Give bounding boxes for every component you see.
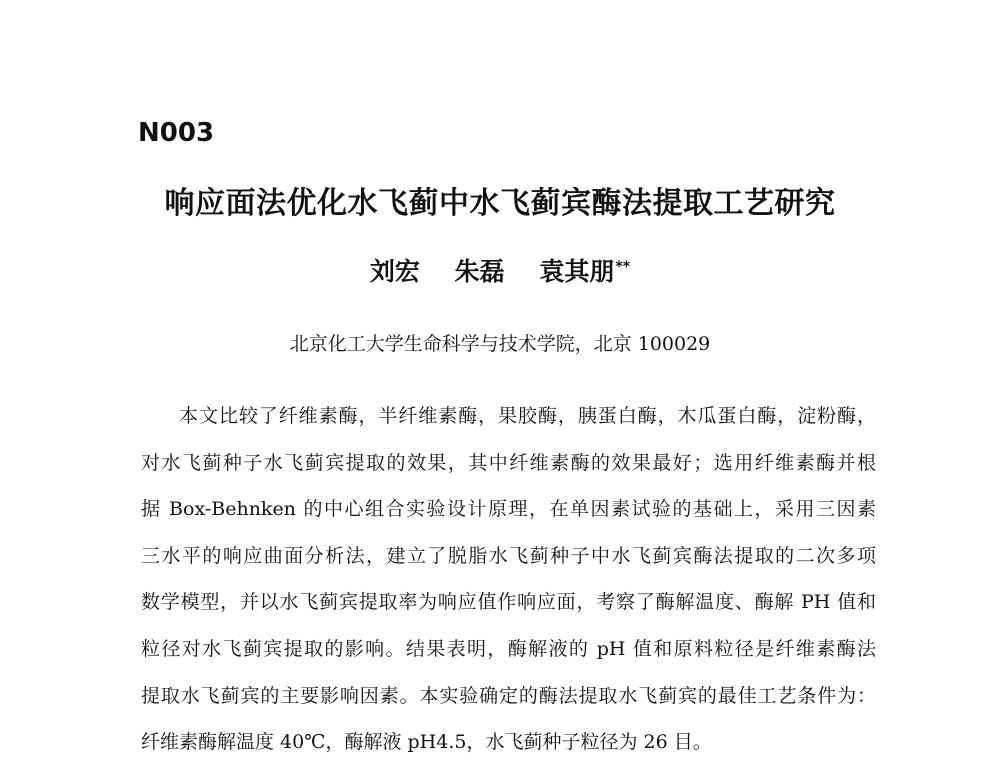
author-list bbox=[0, 252, 1000, 288]
abstract-line: 数学模型，并以水飞蓟宾提取率为响应值作响应面，考察了酶解温度、酶解 PH 值和 bbox=[141, 591, 876, 614]
author-3 bbox=[539, 257, 630, 286]
author-name: 刘宏 bbox=[369, 257, 420, 286]
abstract-line: 据 Box-Behnken 的中心组合实验设计原理，在单因素试验的基础上，采用三因素 bbox=[141, 498, 876, 521]
abstract-line: 三水平的响应曲面分析法，建立了脱脂水飞蓟种子中水飞蓟宾酶法提取的二次多项 bbox=[141, 544, 876, 567]
abstract-line: 提取水飞蓟宾的主要影响因素。本实验确定的酶法提取水飞蓟宾的最佳工艺条件为： bbox=[141, 684, 876, 707]
corresponding-author-mark: ** bbox=[615, 258, 631, 275]
abstract-line: 本文比较了纤维素酶，半纤维素酶，果胶酶，胰蛋白酶，木瓜蛋白酶，淀粉酶， bbox=[179, 405, 876, 427]
abstract bbox=[141, 393, 876, 766]
author-name: 朱磊 bbox=[454, 257, 505, 286]
author-1 bbox=[370, 257, 420, 286]
affiliation: 北京化工大学生命科学与技术学院，北京 100029 bbox=[289, 333, 711, 355]
paper-code: N003 bbox=[138, 118, 215, 148]
paper-title: 响应面法优化水飞蓟中水飞蓟宾酶法提取工艺研究 bbox=[164, 186, 836, 221]
abstract-line: 粒径对水飞蓟宾提取的影响。结果表明，酶解液的 pH 值和原料粒径是纤维素酶法 bbox=[141, 637, 876, 660]
abstract-line: 对水飞蓟种子水飞蓟宾提取的效果，其中纤维素酶的效果最好；选用纤维素酶并根 bbox=[141, 451, 876, 474]
author-2 bbox=[455, 257, 505, 286]
author-name: 袁其朋 bbox=[539, 257, 615, 286]
abstract-line: 纤维素酶解温度 40℃，酶解液 pH4.5，水飞蓟种子粒径为 26 目。 bbox=[141, 731, 712, 754]
